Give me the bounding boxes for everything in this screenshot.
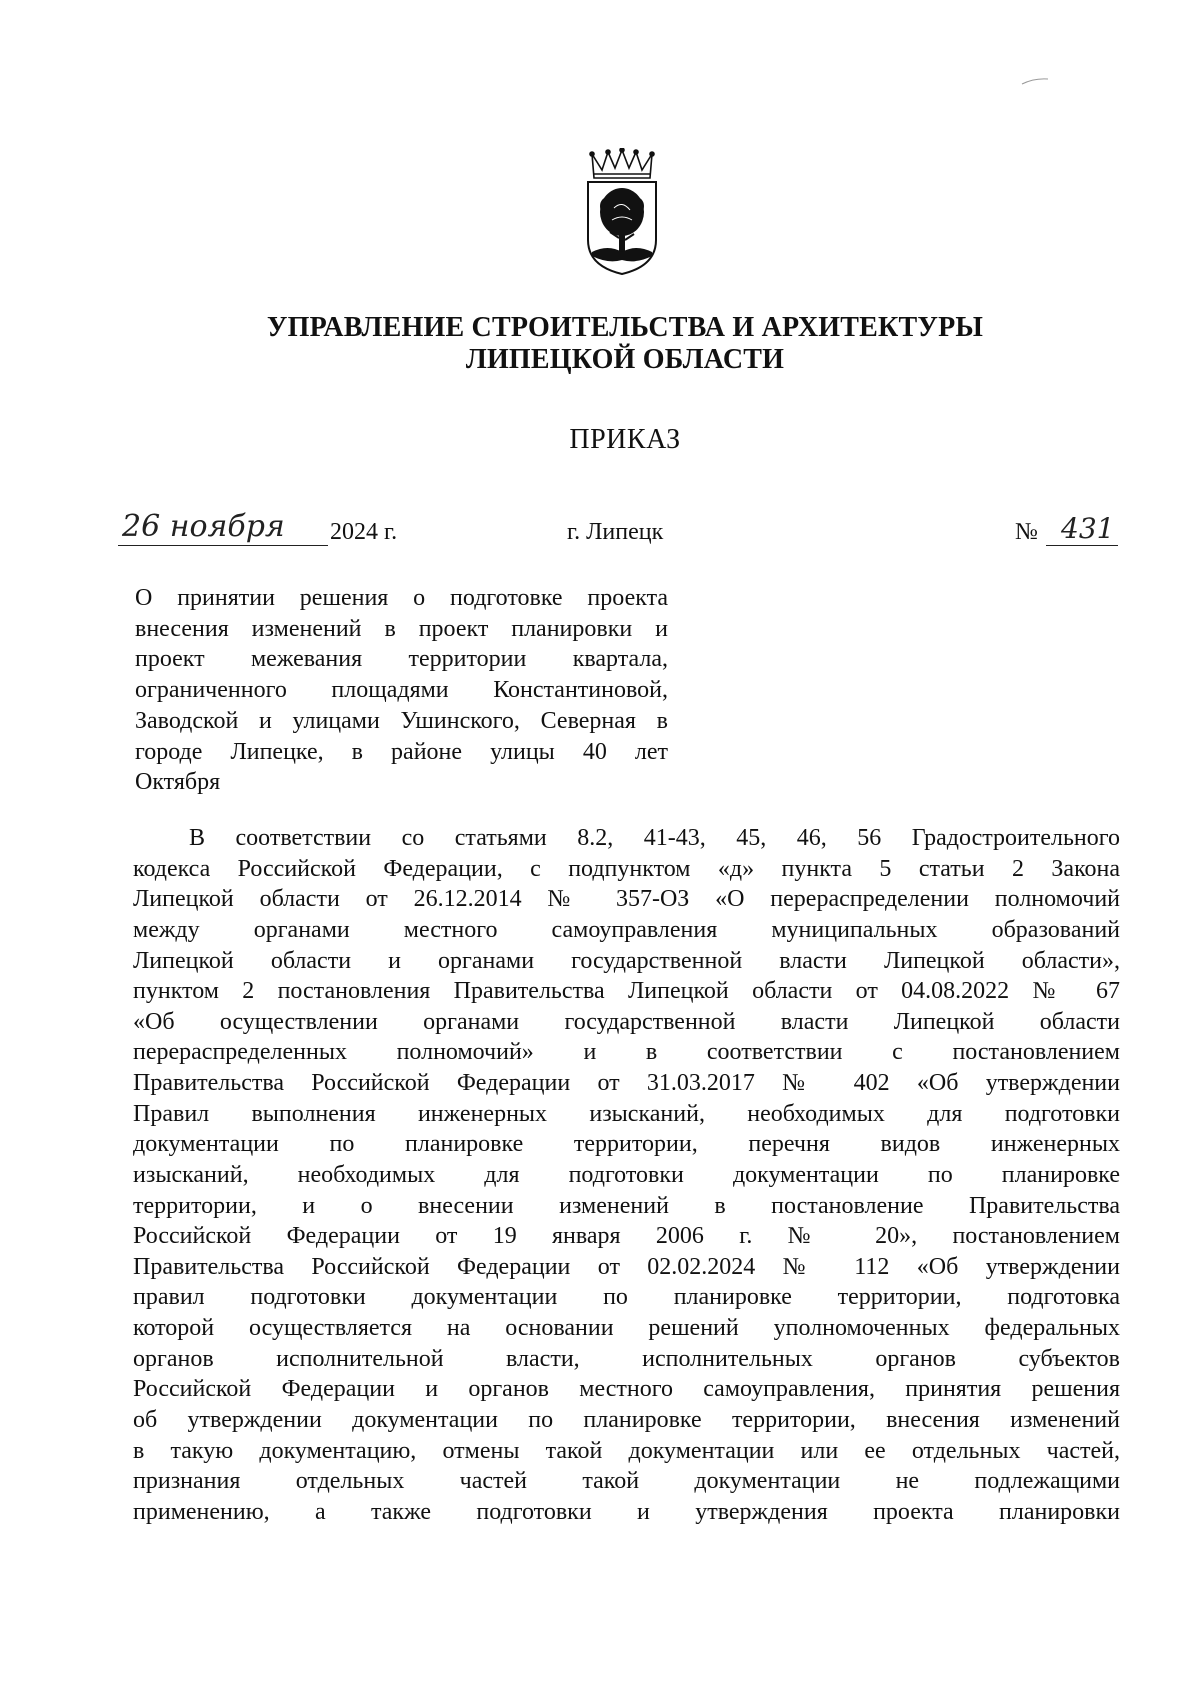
body-line: между органами местного самоуправления муниципальных образований: [133, 916, 1120, 943]
subject-line: ограниченного площадями Константиновой,: [135, 677, 668, 704]
body-line: в такую документацию, отмены такой документации или ее отдельных частей,: [133, 1437, 1120, 1464]
body-line: которой осуществляется на основании решений уполномоченных федеральных: [133, 1315, 1120, 1341]
body-line: документации по планировке территории, перечня видов инженерных: [133, 1131, 1120, 1158]
org-name-line1: УПРАВЛЕНИЕ СТРОИТЕЛЬСТВА И АРХИТЕКТУРЫ: [266, 312, 984, 343]
order-body-paragraph: [133, 823, 1120, 1527]
coat-of-arms-emblem: [582, 148, 662, 278]
document-title: ПРИКАЗ: [569, 424, 681, 455]
body-line: кодекса Российской Федерации, с подпунктом «д» пункта 5 статьи 2 Закона: [133, 855, 1120, 882]
date-underline: [118, 545, 328, 546]
number-label: №: [1015, 519, 1038, 545]
body-line: признания отдельных частей такой документации не подлежащими: [133, 1468, 1120, 1495]
body-line: перераспределенных полномочий» и в соответствии с постановлением: [133, 1039, 1120, 1066]
order-subject: [135, 583, 668, 798]
body-line: Липецкой области от 26.12.2014 № 357-ОЗ «О перераспределении полномочий: [133, 886, 1120, 913]
body-line: Правительства Российской Федерации от 02.02.2024 № 112 «Об утверждении: [133, 1253, 1120, 1280]
subject-line: Заводской и улицами Ушинского, Северная в: [135, 707, 668, 734]
body-line: об утверждении документации по планировке территории, внесения изменений: [133, 1406, 1120, 1433]
svg-text:431: 431: [1061, 512, 1115, 545]
body-line: В соответствии со статьями 8.2, 41-43, 45, 46, 56 Градостроительного: [189, 825, 1120, 851]
body-line: территории, и о внесении изменений в постановление Правительства: [133, 1192, 1120, 1219]
oak-tree-icon: [600, 188, 644, 252]
subject-line: городе Липецке, в районе улицы 40 лет: [135, 738, 668, 765]
body-line: Российской Федерации и органов местного самоуправления, принятия решения: [133, 1376, 1120, 1403]
body-line: пунктом 2 постановления Правительства Липецкой области от 04.08.2022 № 67: [133, 978, 1120, 1005]
subject-line: проект межевания территории квартала,: [135, 646, 668, 673]
crown-icon: [590, 148, 654, 178]
subject-line: О принятии решения о подготовке проекта: [135, 585, 668, 611]
handwritten-number: [1055, 510, 1127, 546]
subject-line: внесения изменений в проект планировки и: [135, 615, 668, 642]
scan-artifact-mark: [1020, 76, 1050, 86]
body-line: Правил выполнения инженерных изысканий, необходимых для подготовки: [133, 1100, 1120, 1127]
body-line: правил подготовки документации по планировке территории, подготовка: [133, 1284, 1120, 1311]
body-line: «Об осуществлении органами государственной власти Липецкой области: [133, 1008, 1120, 1035]
date-year: 2024 г.: [330, 519, 398, 545]
body-line: применению, а также подготовки и утверждения проекта планировки: [133, 1498, 1120, 1525]
body-line: Правительства Российской Федерации от 31.03.2017 № 402 «Об утверждении: [133, 1070, 1120, 1096]
city-name: г. Липецк: [567, 519, 664, 545]
body-line: изысканий, необходимых для подготовки документации по планировке: [133, 1161, 1120, 1188]
body-line: Липецкой области и органами государственной власти Липецкой области»,: [133, 947, 1120, 974]
svg-text:26 ноября: 26 ноября: [122, 509, 285, 544]
org-name-line2: ЛИПЕЦКОЙ ОБЛАСТИ: [465, 344, 785, 375]
body-line: Российской Федерации от 19 января 2006 г. № 20», постановлением: [133, 1223, 1120, 1250]
subject-line: Октября: [135, 769, 221, 796]
body-line: органов исполнительной власти, исполнительных органов субъектов: [133, 1345, 1120, 1372]
number-underline: [1046, 545, 1118, 546]
handwritten-date: [118, 504, 326, 544]
